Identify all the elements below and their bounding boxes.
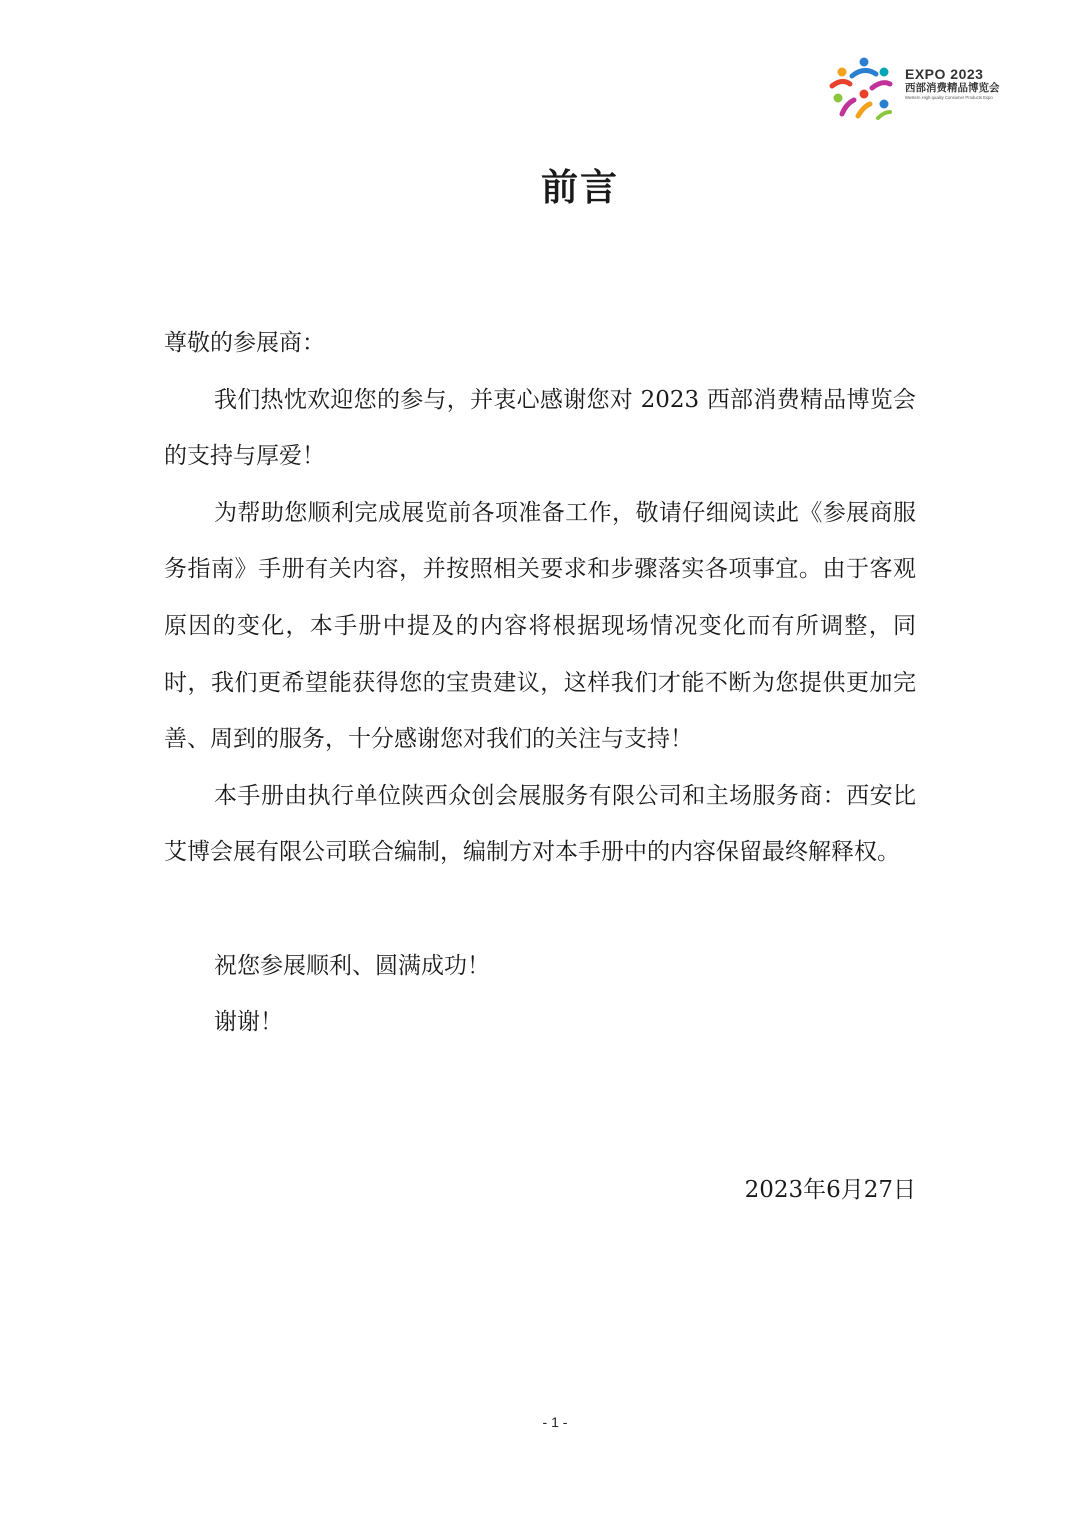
spacer [164,881,916,938]
page-number: - 1 - [542,1414,568,1430]
paragraph-editors: 本手册由执行单位陕西众创会展服务有限公司和主场服务商：西安比艾博会展有限公司联合编制，编制方对本手册中的内容保留最终解释权。 [164,782,916,866]
paragraph-instructions: 为帮助您顺利完成展览前各项准备工作，敬请仔细阅读此《参展商服务指南》手册有关内容，并按照相关要求和步骤落实各项事宜。由于客观原因的变化，本手册中提及的内容将根据现场情况变化而有所调整，同时，我们更希望能获得您的宝贵建议，这样我们才能不断为您提供更加完善、周到的服务，十分感谢您对我们的关注与支持！ [164,499,916,753]
page-title: 前言 [541,166,619,209]
logo-english-name: Western High-quality Consumer Products Expo [905,95,993,100]
expo-logo [828,52,1028,124]
closing-wish: 祝您参展顺利、圆满成功！ [214,952,490,979]
salutation: 尊敬的参展商： [164,330,325,356]
document-date: 2023年6月27日 [744,1177,916,1203]
expo-figures-logo-icon [828,54,894,120]
logo-text-block [905,66,1030,101]
document-body [164,315,916,1051]
logo-chinese-name: 西部消费精品博览会 [905,82,1000,94]
paragraph-welcome: 我们热忱欢迎您的参与，并衷心感谢您对 2023 西部消费精品博览会的支持与厚爱！ [164,386,916,470]
closing-thanks: 谢谢！ [214,1009,283,1036]
logo-expo-text: EXPO 2023 [905,66,984,82]
